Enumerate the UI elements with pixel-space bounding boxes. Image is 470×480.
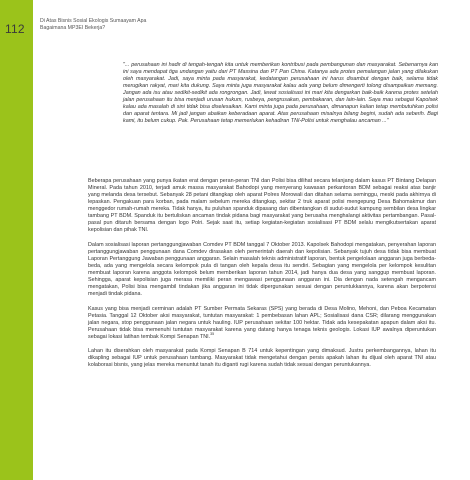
body-text: [88, 178, 436, 377]
block-quote: "... perusahaan ini hadir di tengah-tengah kita untuk memberikan kontribusi pada pembangunan dan masyarakat. Sebenarnya kan ini saya mendapat tiga undangan yaitu dari PT Massina dan PT Pan China. Katanya ada protes pemalangan jalan yang dilakukan oleh masyarakat. Jadi, saya minta pada masyarakat, kedatangan perusahaan ini harus disambut dengan baik, selama tidak merugikan rakyat, mari kita dukung. Saya minta juga masyarakat kalau ada yang belum dimengerti tolong disampaikan memang. Jangan ada isu atau sedikit-sedikit ada rongrongan. Jadi, lewat sosialisasi ini mari kita dengarkan baik-baik karena protes setelah jalan perusahaan itu bisa menjadi urusan hukum, rusbeya, pengrusakan, pembakaran, dan lain-lain. Saya mau sebagai Kapolsek kalau ada masalah di sini tidak bisa diselesaikan. Kami minta juga pada perusahaan, dimanapun kalian tetap membutuhkan polisi dan aparat tentara. Mi jadi jangan abaikan keberadaan aparat. Atas perusahaan misalnya bilang begini, sudah ada seberih. Bagi kami, itu belum cukup. Pak. Perusahaan tetap memerlukan kehadiran TNI-Polisi untuk menghalau ancaman ...": [123, 62, 438, 125]
page-number: 112: [5, 22, 25, 36]
paragraph: Lahan itu diserahkan oleh masyarakat pada Kompi Senapan B 714 untuk kepentingan yang dimaksud. Justru perkembangannya, lahan itu dikapling sebagai IUP untuk perusahaan tambang. Masyarakat tidak mengetahui dengan persis apakah lahan itu dijual oleh aparat TNI atau kolaborasi bisnis, yang jelas mereka menuntut tanah itu diganti rugi karena sudah tidak sesuai dengan peruntukannya.: [88, 348, 436, 369]
running-title-line-1: Di Atas Bisnis Sosial Ekologis Sumaayam Apa: [40, 18, 147, 24]
running-title: [40, 18, 210, 31]
running-title-line-2: Bagaimana MP3EI Bekerja?: [40, 24, 106, 31]
paragraph: Dalam sosialisasi laporan pertanggungjawaban Comdev PT BDM tanggal 7 Oktober 2013. Kapolsek Bahodopi mengatakan, penyerahan laporan pertanggungjawaban penggunaan dana Comdev dirasakan oleh pemerintah daerah dan kepolisian. Sebanyak tujuh desa tidak bisa membuat Laporan Pertanggung Jawaban penggunaan anggaran. Selain masalah teknis administratif laporan, bentuk pengelolaan anggaran juga berbeda-beda, ada yang mengelola secara kelompok pula di tangan oleh kepala desa itu sendiri. Sebagian yang mengelola per kelompok kesulitan membuat laporan karena anggota kelompok belum memberikan laporan tahun 2014, jadi hanya dua desa yang sanggup membuat laporan. Sehingga, aparat kepolisian juga merasa memiliki peran mengawasi penggunaan anggaran ini. Dia dengan nada setengah mengancam mengatakan, Polisi bisa mengambil tindakan jika anggaran ini tidak dipergunakan sesuai dengan peruntukkannya, karena akan berpotensi menjadi tindak pidana.: [88, 241, 436, 298]
footnote-marker: 35: [210, 331, 215, 336]
paragraph: [88, 306, 436, 341]
page-side-bar: [0, 0, 33, 480]
paragraph-text: Kasus yang bisa menjadi cerminan adalah PT Sumber Permata Sekaras (SPS) yang berada di Desa Molino, Mehoni, dan Peboa Kecamatan Petasia. Tanggal 12 Oktober aksi masyarakat, tuntutan masyarakat: 1 pembebasan lahan APL; Sosialisasi dana CSR; dilarang menggunakan jalan negara, stop penggunaan jalan negara untuk hauling. IUP perusahaan sekitar 100 hektar. Tidak ada kesepakatan apapun dalam aksi itu. Perusahaan tidak bisa memenuhi tuntutan masyarakat karena yang datang hanya tenaga teknis geologis. Lokasi IUP awalnya diperuntukan sebagai lokasi latihan tembak Kompi Senapan TNI.: [88, 305, 436, 340]
paragraph: Beberapa perusahaan yang punya ikatan erat dengan peran-peran TNI dan Polisi bisa dilihat secara telanjang dalam kasus PT Bintang Delapan Mineral. Pada tahun 2010, terjadi amuk massa masyarakat Bahodopi yang menyerang kawasan perkantoran BDM sebagai reaksi atas banjir yang melanda desa tersebut. Sebanyak 28 petani ditangkap oleh aparat Polres Morowali dan ditahan selama seminggu, meski pada akhirnya di lepaskan. Pengakuan para korban, pada malam sebelum mereka ditangkap, sekitar 2 truk aparat polisi mengepung Desa Bahomakmur dan menggedor rumah-rumah mereka. Tidak hanya, itu puluhan spanduk dipasang dan dibentangkan di sudut-sudut kampung sembilan desa lingkar tambang PT BDM. Spanduk itu bertuliskan ancaman tindak pidana bagi masyarakat yang berusaha menghalangi aktivitas pertambangan. Pasal-pasal pun ditaruh bersama dengan logo Polri. Sejak saat itu, setiap kegiatan-kegiatan sosialisasi PT BDM selalu mengikutsertakan aparat kepolisian dan pihak TNI.: [88, 178, 436, 234]
